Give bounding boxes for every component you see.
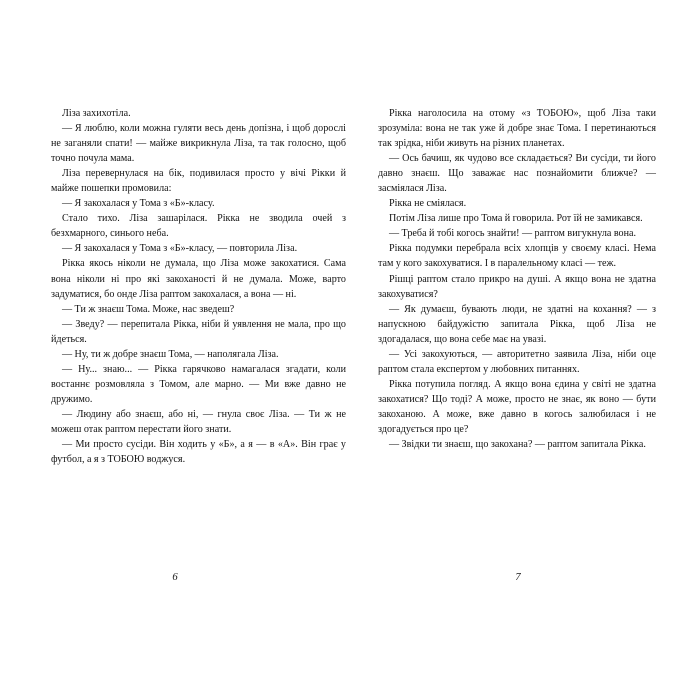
paragraph: Потім Ліза лише про Тома й говорила. Рот їй не замикався. <box>389 213 643 225</box>
paragraph: — Зведу? — перепитала Рікка, ніби й уявлення не мала, про що йдеться. <box>51 318 346 345</box>
paragraph: Рікка наголосила на отому «з ТОБОЮ», щоб Ліза таки зрозуміла: вона не так уже й добре знає Тома. І перетинаються так зрідка, ніби живуть на різних планетах. <box>378 108 656 150</box>
paragraph: — Як думаєш, бувають люди, не здатні на кохання? — з напускною байдужістю запитала Рікка, щоб Ліза не здогадалася, що вона себе має на увазі. <box>378 303 656 345</box>
paragraph: Рікка потупила погляд. А якщо вона єдина у світі не здатна закохатися? Що тоді? А може, просто не знає, як воно — бути закоханою. А може, вже давно в когось залюбилася і не здогадується про це? <box>378 378 656 435</box>
paragraph: — Я закохалася у Тома з «Б»-класу, — повторила Ліза. <box>62 243 298 255</box>
page-number-right: 7 <box>515 572 521 583</box>
paragraph: — Треба й тобі когось знайти! — раптом вигукнула вона. <box>389 228 637 240</box>
paragraph: — Я закохалася у Тома з «Б»-класу. <box>62 198 215 210</box>
page-number-left: 6 <box>172 572 178 583</box>
paragraph: — Ми просто сусіди. Він ходить у «Б», а я — в «А». Він грає у футбол, а я з ТОБОЮ воджуся. <box>51 439 346 466</box>
paragraph: — Усі закохуються, — авторитетно заявила Ліза, ніби оце раптом стала експертом у любовних питаннях. <box>378 348 656 375</box>
paragraph: — Ось бачиш, як чудово все складається? Ви сусіди, ти його давно знаєш. Що заважає нас познайомити ближче? — засміялася Ліза. <box>378 153 656 195</box>
paragraph: Рікка не сміялася. <box>389 198 467 210</box>
paragraph: Стало тихо. Ліза зашарілася. Рікка не зводила очей з безхмарного, синього неба. <box>51 213 346 240</box>
paragraph: Рікка якось ніколи не думала, що Ліза може закохатися. Сама вона ніколи ні про які закоханості й не думала. Може, варто задуматися, бо онде Ліза раптом закохалася, а вона — ні. <box>51 258 346 300</box>
paragraph: — Ну, ти ж добре знаєш Тома, — наполягала Ліза. <box>62 348 279 360</box>
paragraph: Ліза захихотіла. <box>62 108 131 119</box>
paragraph: Рішці раптом стало прикро на душі. А якщо вона не здатна закохуватися? <box>378 273 656 300</box>
page-left-textblock <box>51 106 346 467</box>
paragraph: — Я люблю, коли можна гуляти весь день допізна, і щоб дорослі не заганяли спати! — майже викрикнула Ліза, та так голосно, щоб точно почула мама. <box>51 123 346 165</box>
page-right <box>350 0 700 700</box>
page-right-textblock <box>378 106 656 452</box>
paragraph: — Ти ж знаєш Тома. Може, нас зведеш? <box>62 303 235 315</box>
paragraph: — Людину або знаєш, або ні, — гнула своє Ліза. — Ти ж не можеш отак раптом перестати його знати. <box>51 408 346 435</box>
paragraph: — Ну... знаю... — Рікка гарячково намагалася згадати, коли востаннє розмовляла з Томом, але марно. — Ми вже давно не дружимо. <box>51 363 346 405</box>
paragraph: — Звідки ти знаєш, що закохана? — раптом запитала Рікка. <box>389 439 646 451</box>
paragraph: Ліза перевернулася на бік, подивилася просто у вічі Рікки й майже пошепки промовила: <box>51 168 346 195</box>
paragraph: Рікка подумки перебрала всіх хлопців у своєму класі. Нема там у кого закохуватися. І в паралельному класі — теж. <box>378 243 656 270</box>
